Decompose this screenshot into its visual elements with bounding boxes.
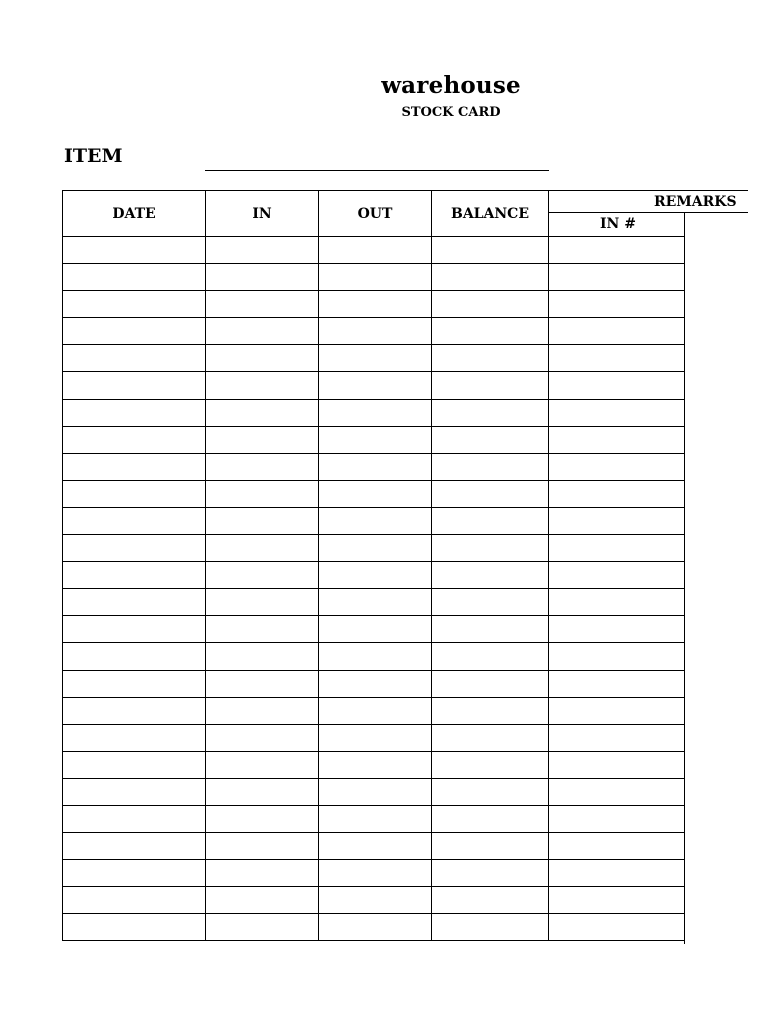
- date-cell[interactable]: [62, 371, 205, 398]
- in-number-cell[interactable]: [548, 859, 685, 886]
- table-row: [62, 751, 685, 778]
- balance-cell[interactable]: [431, 371, 548, 398]
- out-cell[interactable]: [318, 859, 431, 886]
- table-header: [62, 190, 737, 236]
- out-cell[interactable]: [318, 886, 431, 913]
- balance-cell[interactable]: [431, 778, 548, 805]
- in-number-cell[interactable]: [548, 236, 685, 263]
- balance-cell[interactable]: [431, 317, 548, 344]
- in-number-cell[interactable]: [548, 317, 685, 344]
- balance-cell[interactable]: [431, 913, 548, 940]
- out-cell[interactable]: [318, 263, 431, 290]
- out-cell[interactable]: [318, 751, 431, 778]
- date-cell[interactable]: [62, 507, 205, 534]
- out-cell[interactable]: [318, 371, 431, 398]
- in-number-cell[interactable]: [548, 290, 685, 317]
- balance-cell[interactable]: [431, 805, 548, 832]
- in-number-cell[interactable]: [548, 913, 685, 940]
- in-cell[interactable]: [205, 236, 318, 263]
- table-row: [62, 426, 685, 453]
- table-row: [62, 859, 685, 886]
- table-bottom-border: [62, 940, 685, 941]
- balance-cell[interactable]: [431, 642, 548, 669]
- date-cell[interactable]: [62, 913, 205, 940]
- balance-cell[interactable]: [431, 344, 548, 371]
- in-cell[interactable]: [205, 886, 318, 913]
- table-row: [62, 588, 685, 615]
- in-cell[interactable]: [205, 480, 318, 507]
- date-cell[interactable]: [62, 236, 205, 263]
- table-row: [62, 697, 685, 724]
- balance-cell[interactable]: [431, 236, 548, 263]
- table-row: [62, 561, 685, 588]
- out-cell[interactable]: [318, 588, 431, 615]
- balance-cell[interactable]: [431, 724, 548, 751]
- in-number-cell[interactable]: [548, 480, 685, 507]
- date-cell[interactable]: [62, 317, 205, 344]
- in-number-cell[interactable]: [548, 507, 685, 534]
- in-cell[interactable]: [205, 399, 318, 426]
- out-cell[interactable]: [318, 453, 431, 480]
- table-row: [62, 263, 685, 290]
- header-date: DATE: [62, 190, 205, 236]
- header-out: OUT: [318, 190, 431, 236]
- in-number-cell[interactable]: [548, 670, 685, 697]
- in-cell[interactable]: [205, 642, 318, 669]
- balance-cell[interactable]: [431, 886, 548, 913]
- in-number-cell[interactable]: [548, 832, 685, 859]
- in-cell[interactable]: [205, 751, 318, 778]
- out-cell[interactable]: [318, 670, 431, 697]
- date-cell[interactable]: [62, 778, 205, 805]
- out-cell[interactable]: [318, 344, 431, 371]
- out-cell[interactable]: [318, 561, 431, 588]
- out-cell[interactable]: [318, 913, 431, 940]
- in-cell[interactable]: [205, 290, 318, 317]
- out-cell[interactable]: [318, 805, 431, 832]
- in-number-cell[interactable]: [548, 371, 685, 398]
- in-number-cell[interactable]: [548, 697, 685, 724]
- balance-cell[interactable]: [431, 588, 548, 615]
- in-cell[interactable]: [205, 778, 318, 805]
- table-row: [62, 534, 685, 561]
- table-body: [62, 236, 685, 940]
- in-number-cell[interactable]: [548, 724, 685, 751]
- in-cell[interactable]: [205, 913, 318, 940]
- out-cell[interactable]: [318, 507, 431, 534]
- table-row: [62, 290, 685, 317]
- header-remarks-label: REMARKS: [654, 194, 737, 210]
- in-cell[interactable]: [205, 805, 318, 832]
- table-row: [62, 453, 685, 480]
- date-cell[interactable]: [62, 588, 205, 615]
- in-number-cell[interactable]: [548, 588, 685, 615]
- out-cell[interactable]: [318, 697, 431, 724]
- out-cell[interactable]: [318, 615, 431, 642]
- in-number-cell[interactable]: [548, 751, 685, 778]
- header-in-number: [548, 213, 684, 236]
- date-cell[interactable]: [62, 453, 205, 480]
- date-cell[interactable]: [62, 832, 205, 859]
- date-cell[interactable]: [62, 670, 205, 697]
- date-cell[interactable]: [62, 751, 205, 778]
- in-cell[interactable]: [205, 561, 318, 588]
- date-cell[interactable]: [62, 480, 205, 507]
- item-label: ITEM: [64, 145, 123, 167]
- balance-cell[interactable]: [431, 399, 548, 426]
- in-cell[interactable]: [205, 697, 318, 724]
- in-number-cell[interactable]: [548, 263, 685, 290]
- date-cell[interactable]: [62, 290, 205, 317]
- stock-table: [62, 190, 737, 944]
- balance-cell[interactable]: [431, 832, 548, 859]
- in-cell[interactable]: [205, 588, 318, 615]
- date-cell[interactable]: [62, 344, 205, 371]
- out-cell[interactable]: [318, 778, 431, 805]
- balance-cell[interactable]: [431, 453, 548, 480]
- in-cell[interactable]: [205, 534, 318, 561]
- in-cell[interactable]: [205, 832, 318, 859]
- date-cell[interactable]: [62, 561, 205, 588]
- table-row: [62, 805, 685, 832]
- date-cell[interactable]: [62, 263, 205, 290]
- in-cell[interactable]: [205, 724, 318, 751]
- table-row: [62, 642, 685, 669]
- balance-cell[interactable]: [431, 534, 548, 561]
- in-number-cell[interactable]: [548, 399, 685, 426]
- date-cell[interactable]: [62, 615, 205, 642]
- header-balance: BALANCE: [431, 190, 548, 236]
- balance-cell[interactable]: [431, 615, 548, 642]
- out-cell[interactable]: [318, 290, 431, 317]
- table-row: [62, 236, 685, 263]
- out-cell[interactable]: [318, 534, 431, 561]
- out-cell[interactable]: [318, 317, 431, 344]
- balance-cell[interactable]: [431, 426, 548, 453]
- out-cell[interactable]: [318, 236, 431, 263]
- date-cell[interactable]: [62, 724, 205, 751]
- balance-cell[interactable]: [431, 670, 548, 697]
- balance-cell[interactable]: [431, 290, 548, 317]
- in-number-cell[interactable]: [548, 778, 685, 805]
- balance-cell[interactable]: [431, 751, 548, 778]
- table-row: [62, 913, 685, 940]
- header-in: IN: [205, 190, 318, 236]
- table-row: [62, 371, 685, 398]
- date-cell[interactable]: [62, 859, 205, 886]
- balance-cell[interactable]: [431, 561, 548, 588]
- date-cell[interactable]: [62, 642, 205, 669]
- balance-cell[interactable]: [431, 263, 548, 290]
- in-cell[interactable]: [205, 371, 318, 398]
- in-cell[interactable]: [205, 507, 318, 534]
- table-row: [62, 399, 685, 426]
- in-number-cell[interactable]: [548, 426, 685, 453]
- balance-cell[interactable]: [431, 697, 548, 724]
- date-cell[interactable]: [62, 534, 205, 561]
- table-row: [62, 670, 685, 697]
- out-cell[interactable]: [318, 642, 431, 669]
- in-number-cell[interactable]: [548, 453, 685, 480]
- in-number-cell[interactable]: [548, 615, 685, 642]
- in-cell[interactable]: [205, 426, 318, 453]
- date-cell[interactable]: [62, 805, 205, 832]
- in-number-cell[interactable]: [548, 805, 685, 832]
- in-number-cell[interactable]: [548, 344, 685, 371]
- balance-cell[interactable]: [431, 480, 548, 507]
- table-row: [62, 832, 685, 859]
- in-cell[interactable]: [205, 670, 318, 697]
- document-title: warehouse: [381, 72, 521, 99]
- date-cell[interactable]: [62, 886, 205, 913]
- out-cell[interactable]: [318, 832, 431, 859]
- in-cell[interactable]: [205, 344, 318, 371]
- table-row: [62, 344, 685, 371]
- date-cell[interactable]: [62, 399, 205, 426]
- header-in-number-label: IN #: [600, 216, 636, 232]
- out-cell[interactable]: [318, 724, 431, 751]
- in-number-cell[interactable]: [548, 561, 685, 588]
- in-cell[interactable]: [205, 263, 318, 290]
- date-cell[interactable]: [62, 426, 205, 453]
- table-row: [62, 886, 685, 913]
- out-cell[interactable]: [318, 426, 431, 453]
- in-cell[interactable]: [205, 317, 318, 344]
- table-row: [62, 507, 685, 534]
- table-row: [62, 778, 685, 805]
- in-cell[interactable]: [205, 859, 318, 886]
- table-row: [62, 317, 685, 344]
- out-cell[interactable]: [318, 480, 431, 507]
- in-cell[interactable]: [205, 453, 318, 480]
- in-cell[interactable]: [205, 615, 318, 642]
- out-cell[interactable]: [318, 399, 431, 426]
- table-row: [62, 615, 685, 642]
- in-number-cell[interactable]: [548, 886, 685, 913]
- in-number-cell[interactable]: [548, 642, 685, 669]
- balance-cell[interactable]: [431, 859, 548, 886]
- item-input-line[interactable]: [205, 170, 549, 171]
- document-subtitle: STOCK CARD: [401, 105, 501, 120]
- in-number-cell[interactable]: [548, 534, 685, 561]
- table-row: [62, 724, 685, 751]
- table-row: [62, 480, 685, 507]
- header-remarks: [548, 190, 748, 213]
- balance-cell[interactable]: [431, 507, 548, 534]
- date-cell[interactable]: [62, 697, 205, 724]
